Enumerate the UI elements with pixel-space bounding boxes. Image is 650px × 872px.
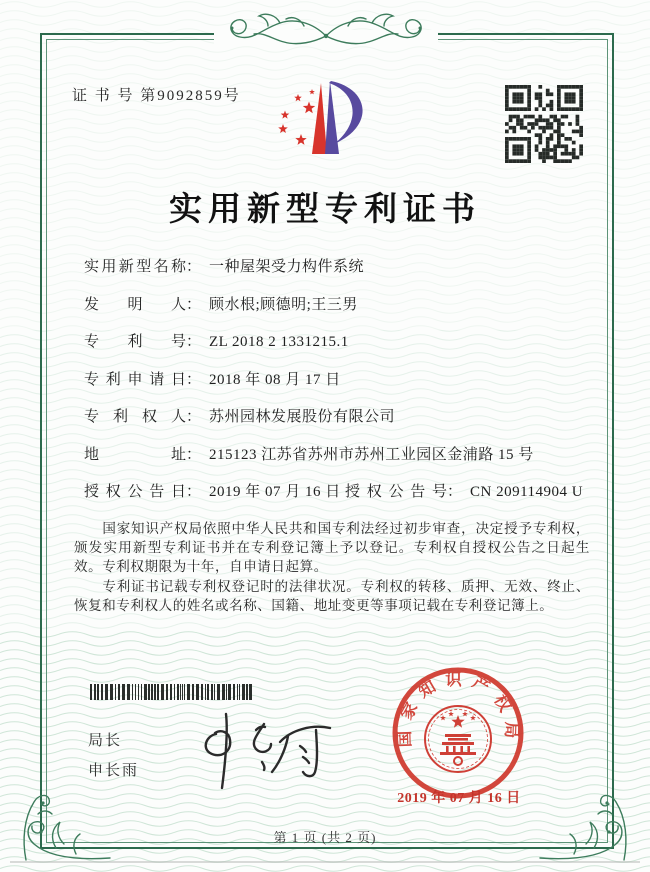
grant-number-group	[345, 481, 583, 504]
field-row-grant	[84, 481, 584, 504]
field-label: 专利申请日	[84, 371, 186, 388]
seal-date: 2019 年 07 月 16 日	[397, 791, 521, 806]
field-value: CN 209114904 U	[470, 484, 584, 500]
field-value: ZL 2018 2 1331215.1	[209, 334, 349, 350]
field-colon: ：	[186, 409, 202, 425]
field-label: 授权公告日	[84, 484, 186, 500]
field-label: 发明人	[84, 296, 186, 313]
top-scroll-ornament-icon	[196, 6, 456, 60]
field-colon: ：	[447, 484, 463, 500]
field-colon: ：	[186, 484, 202, 500]
signer-block	[88, 729, 139, 789]
field-colon: ：	[186, 371, 202, 388]
field-value: 2018 年 08 月 17 日	[209, 371, 341, 388]
field-colon: ：	[186, 334, 202, 350]
field-label: 专利号	[84, 334, 186, 350]
signer-title: 局长	[88, 733, 123, 749]
field-row-patentee	[84, 406, 584, 429]
field-row-address	[84, 444, 584, 467]
barcode-icon	[90, 684, 254, 700]
legal-paragraph: 国家知识产权局依照中华人民共和国专利法经过初步审查，决定授予专利权，颁发实用新型专利证书并在专利登记簿上予以登记。专利权自授权公告之日起生效。专利权期限为十年，自申请日起算。	[74, 521, 590, 574]
field-row-filing-date	[84, 369, 584, 392]
field-label: 授权公告号	[345, 484, 447, 500]
field-row-patent-no	[84, 331, 584, 354]
legal-text	[74, 520, 590, 618]
signer-name: 申长雨	[88, 763, 140, 779]
field-row-inventors	[84, 294, 584, 317]
cnipa-logo-icon	[268, 76, 392, 170]
field-colon: ：	[186, 296, 202, 313]
field-value: 一种屋架受力构件系统	[209, 259, 365, 275]
signature-icon	[188, 702, 348, 797]
field-label: 地址	[84, 446, 186, 463]
certificate-number: 证 书 号 第9092859号	[72, 88, 241, 104]
field-label: 专利权人	[84, 409, 186, 425]
seal-text: 国家知识产权局	[394, 669, 522, 748]
field-value: 顾水根;顾德明;王三男	[209, 296, 358, 313]
field-colon: ：	[186, 446, 202, 463]
field-row-name	[84, 256, 584, 279]
legal-paragraph: 专利证书记载专利权登记时的法律状况。专利权的转移、质押、无效、终止、恢复和专利权人的姓名或名称、国籍、地址变更等事项记载在专利登记簿上。	[74, 579, 590, 614]
field-value: 2019 年 07 月 16 日	[209, 484, 341, 500]
certificate-title: 实用新型专利证书	[169, 192, 481, 228]
field-label: 实用新型名称	[84, 259, 186, 275]
field-value: 215123 江苏省苏州市苏州工业园区金浦路 15 号	[209, 446, 534, 463]
page-footer: 第 1 页 (共 2 页)	[273, 830, 377, 845]
field-list	[84, 256, 584, 519]
corner-flourish-icon	[538, 786, 634, 864]
official-seal-icon	[388, 663, 528, 803]
qr-code-icon	[505, 85, 583, 163]
corner-flourish-icon	[16, 786, 112, 864]
field-value: 苏州园林发展股份有限公司	[209, 409, 396, 425]
field-colon: ：	[186, 259, 202, 275]
